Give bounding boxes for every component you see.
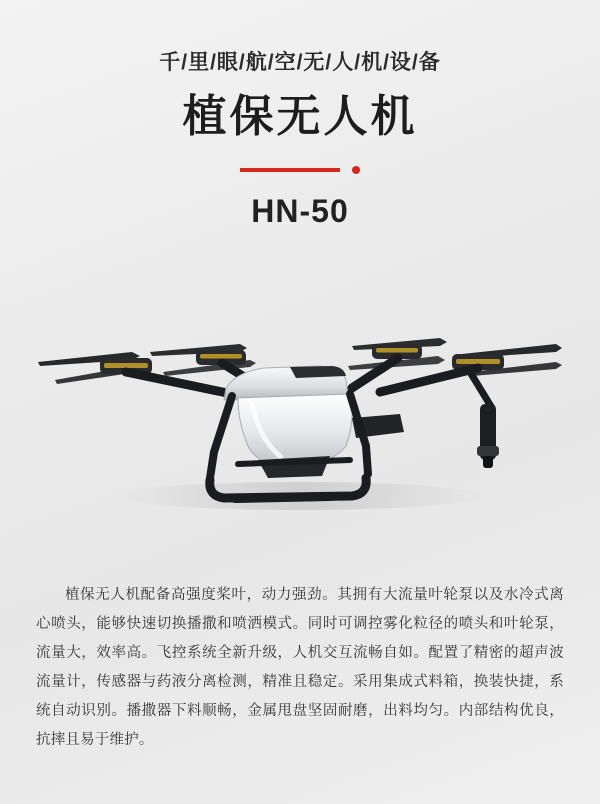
drone-illustration: [0, 268, 600, 553]
page-title: 植保无人机: [182, 92, 418, 141]
divider-dot: [352, 166, 360, 174]
brand-kicker: 千/里/眼/航/空/无/人/机/设/备: [159, 51, 441, 74]
accent-divider: [240, 165, 360, 175]
divider-bar: [240, 168, 340, 172]
model-number: HN-50: [251, 193, 349, 229]
product-description: 植保无人机配备高强度桨叶，动力强劲。其拥有大流量叶轮泵以及水冷式离心喷头，能够快速切换播撒和喷洒模式。同时可调控雾化粒径的喷头和叶轮泵，流量大，效率高。飞控系统全新升级，人机交互流畅自如。配置了精密的超声波流量计，传感器与药液分离检测，精准且稳定。采用集成式料箱，换装快捷，系统自动识别。播撒器下料顺畅，金属甩盘坚固耐磨，出料均匀。内部结构优良，抗摔且易于维护。: [36, 586, 564, 748]
poster-header: [0, 0, 600, 227]
spray-boom: [477, 404, 499, 468]
product-image: [0, 268, 600, 553]
